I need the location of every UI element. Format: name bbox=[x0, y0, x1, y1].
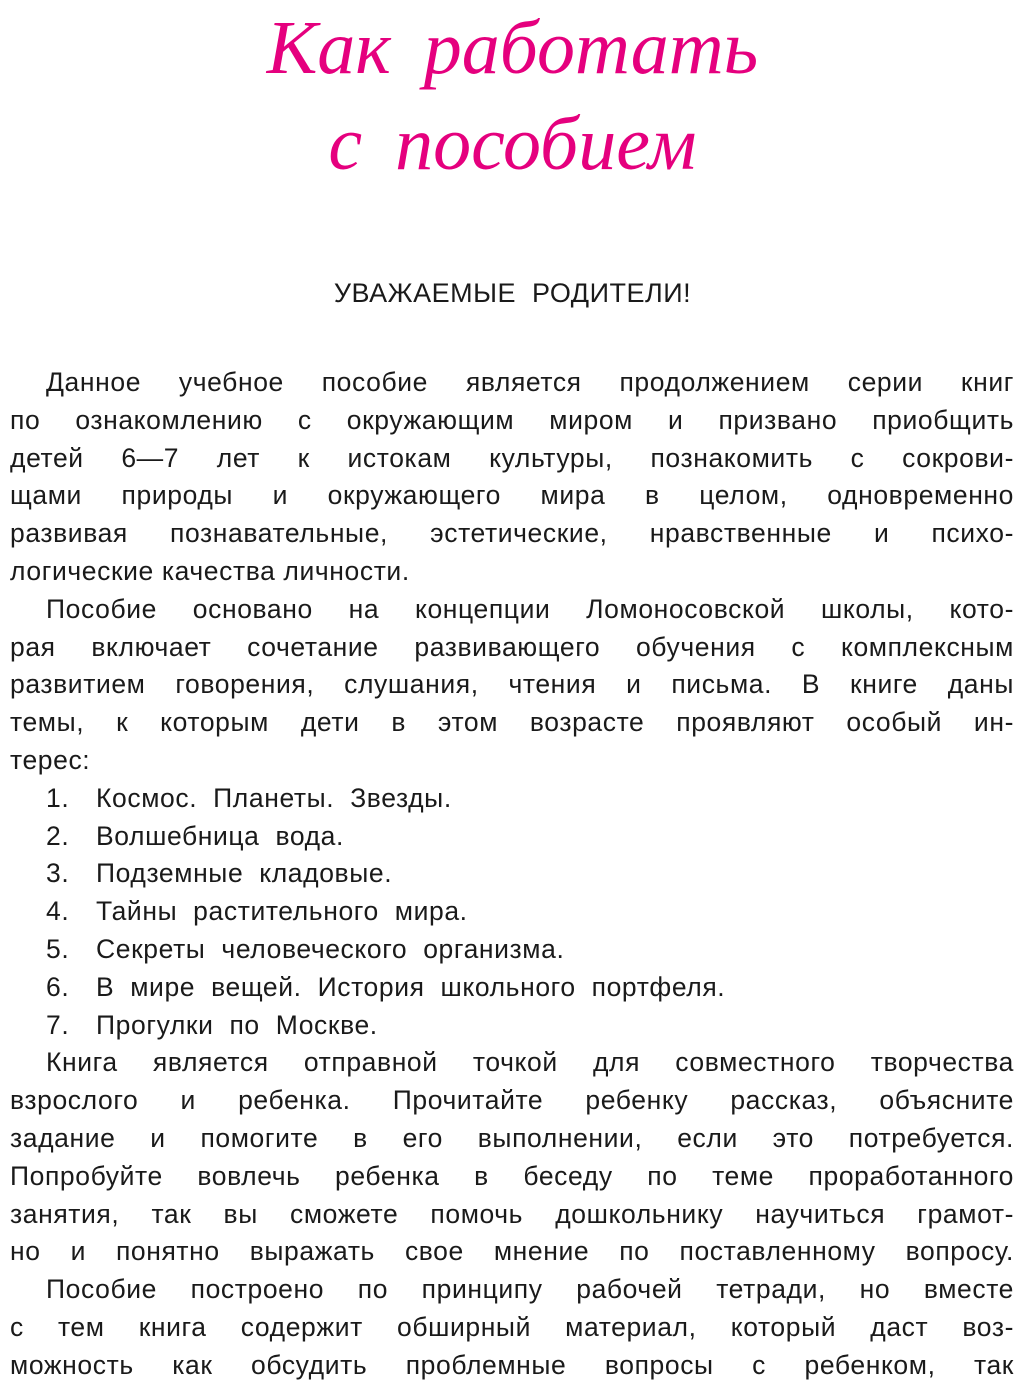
text-line: темы, к которым дети в этом возрасте проявляют особый ин- bbox=[10, 707, 1014, 738]
section-heading: УВАЖАЕМЫЕ РОДИТЕЛИ! bbox=[333, 278, 692, 308]
list-item-text: В мире вещей. История школьного портфеля. bbox=[96, 971, 726, 1002]
paragraph-cooperation bbox=[10, 1044, 1014, 1271]
text-line: Данное учебное пособие является продолжением серии книг bbox=[46, 367, 1014, 397]
list-item-number: 1. bbox=[46, 782, 70, 813]
list-item-text: Космос. Планеты. Звезды. bbox=[96, 782, 452, 813]
paragraph-concept bbox=[10, 591, 1014, 780]
text-line: с тем книга содержит обширный материал, который даст воз- bbox=[10, 1311, 1014, 1342]
list-item-text: Волшебница вода. bbox=[96, 820, 344, 851]
text-line: но и понятно выражать свое мнение по поставленному вопросу. bbox=[10, 1236, 1014, 1267]
list-item bbox=[10, 855, 1014, 893]
text-line: можность как обсудить проблемные вопросы с ребенком, так bbox=[10, 1349, 1014, 1380]
page-title bbox=[0, 0, 1025, 192]
text-line: логические качества личности. bbox=[10, 555, 410, 586]
list-item-number: 3. bbox=[46, 858, 70, 889]
body-text bbox=[10, 364, 1014, 1385]
list-item bbox=[10, 893, 1014, 931]
text-line: терес: bbox=[10, 744, 91, 775]
text-line: развитием говорения, слушания, чтения и письма. В книге даны bbox=[10, 669, 1014, 700]
text-line: Книга является отправной точкой для совместного творчества bbox=[46, 1047, 1014, 1078]
list-item-text: Прогулки по Москве. bbox=[96, 1009, 378, 1040]
list-item bbox=[10, 780, 1014, 818]
text-line: задание и помогите в его выполнении, если это потребуется. bbox=[10, 1122, 1014, 1153]
list-item-number: 7. bbox=[46, 1009, 70, 1040]
list-item bbox=[10, 969, 1014, 1007]
text-line: детей 6—7 лет к истокам культуры, познакомить с сокрови- bbox=[10, 442, 1014, 473]
text-line: Попробуйте вовлечь ребенка в беседу по теме проработанного bbox=[10, 1160, 1014, 1191]
paragraph-workbook bbox=[10, 1271, 1014, 1384]
list-item-text: Подземные кладовые. bbox=[96, 858, 393, 889]
paragraph-intro bbox=[10, 364, 1014, 591]
text-line: Пособие построено по принципу рабочей тетради, но вместе bbox=[46, 1274, 1014, 1305]
topics-list bbox=[10, 780, 1014, 1045]
list-item bbox=[10, 818, 1014, 856]
text-line: рая включает сочетание развивающего обучения с комплексным bbox=[10, 631, 1014, 662]
page-title-line-1: Как работать bbox=[266, 6, 759, 90]
list-item-text: Секреты человеческого организма. bbox=[96, 933, 565, 964]
text-line: взрослого и ребенка. Прочитайте ребенку рассказ, объясните bbox=[10, 1085, 1014, 1116]
list-item bbox=[10, 1007, 1014, 1045]
text-line: развивая познавательные, эстетические, нравственные и психо- bbox=[10, 518, 1014, 549]
list-item-number: 2. bbox=[46, 820, 70, 851]
list-item-number: 4. bbox=[46, 896, 70, 927]
list-item bbox=[10, 931, 1014, 969]
text-line: занятия, так вы сможете помочь дошкольнику научиться грамот- bbox=[10, 1198, 1014, 1229]
list-item-number: 5. bbox=[46, 933, 70, 964]
page-title-line-2: с пособием bbox=[328, 102, 697, 186]
list-item-number: 6. bbox=[46, 971, 70, 1002]
list-item-text: Тайны растительного мира. bbox=[96, 896, 468, 927]
text-line: по ознакомлению с окружающим миром и призвано приобщить bbox=[10, 404, 1014, 435]
text-line: щами природы и окружающего мира в целом, одновременно bbox=[10, 480, 1014, 511]
text-line: Пособие основано на концепции Ломоносовской школы, кото- bbox=[46, 593, 1014, 624]
